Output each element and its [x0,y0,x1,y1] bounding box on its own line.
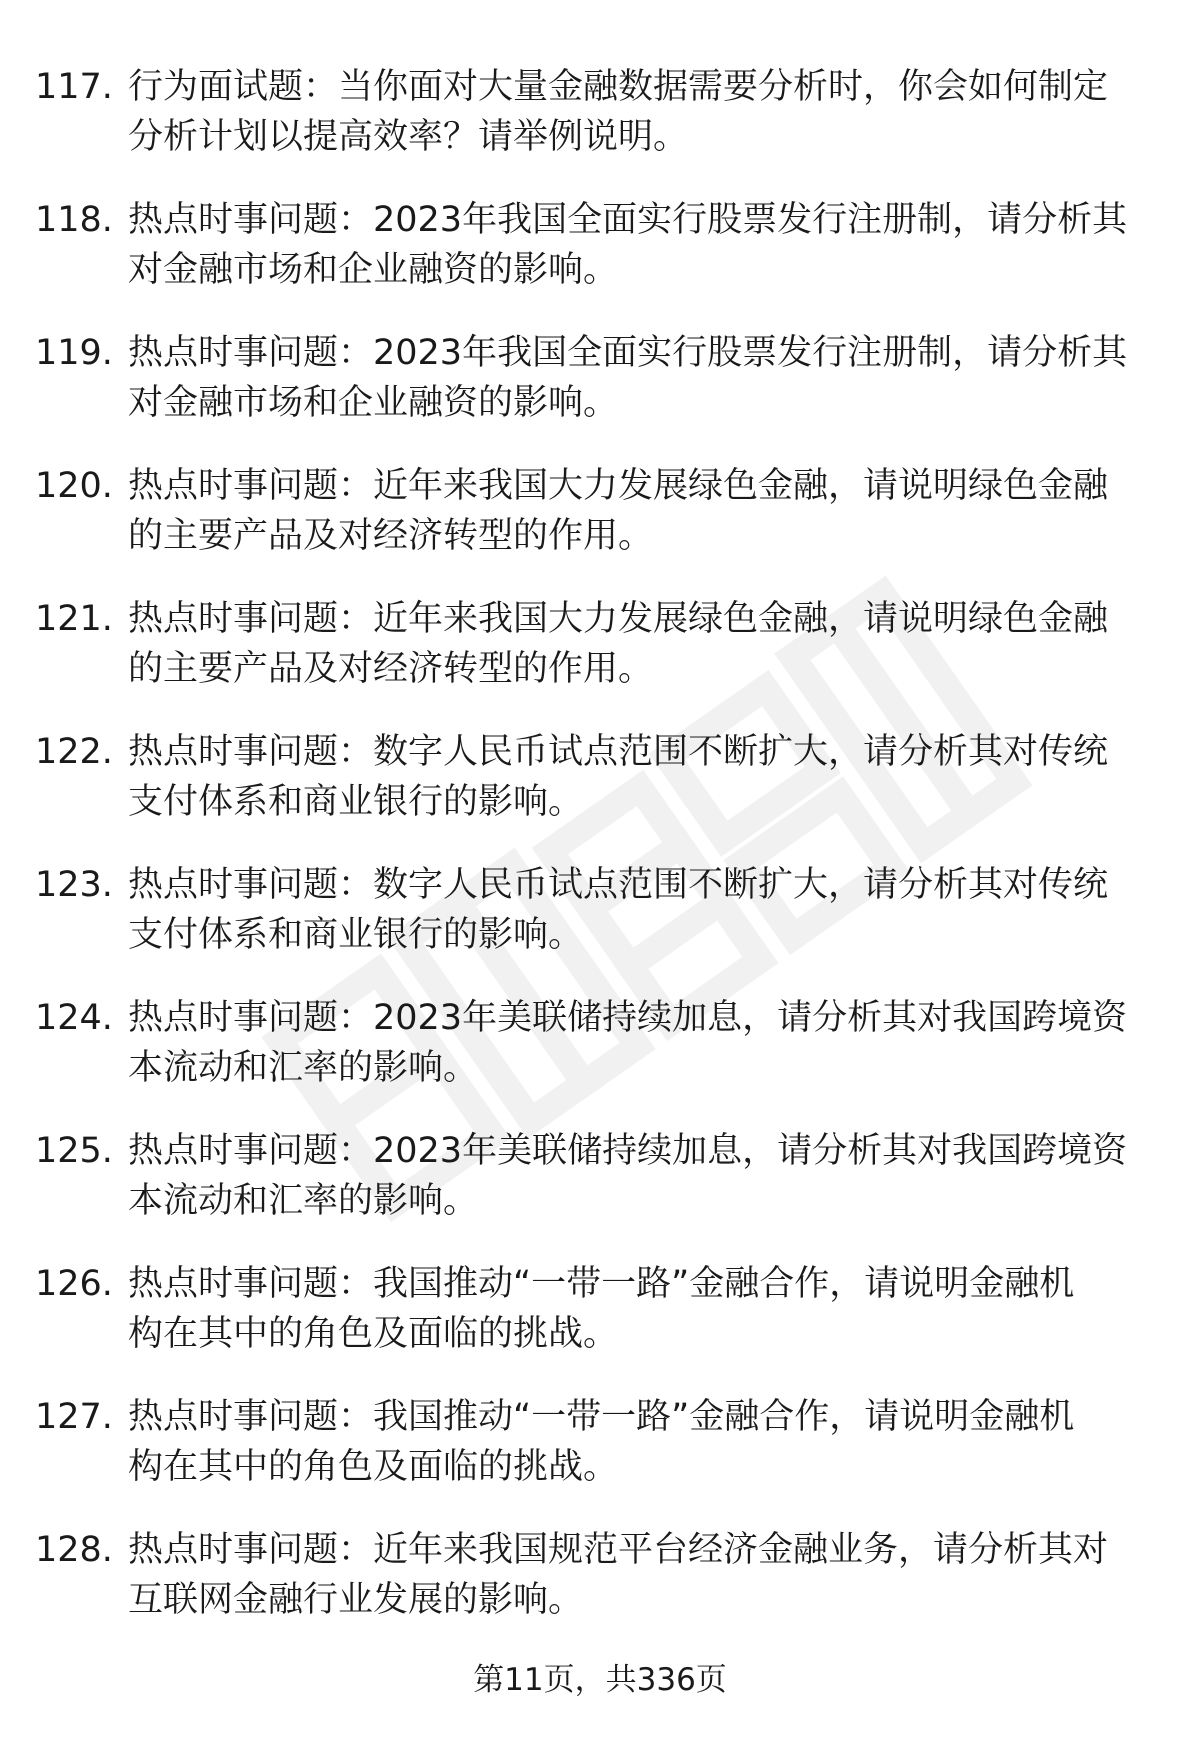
question-text [128,1392,1158,1492]
question-number: 125. [35,1131,113,1171]
question-text-line: 互联网金融行业发展的影响。 [128,1580,584,1620]
question-text [128,594,1158,694]
question-number: 117. [35,67,113,107]
question-text-line: 本流动和汇率的影响。 [128,1181,479,1221]
question-text-line: 构在其中的角色及面临的挑战。 [128,1314,619,1354]
question-item [0,727,1200,860]
question-text [128,993,1158,1093]
question-text-line: 对金融市场和企业融资的影响。 [128,250,619,290]
question-text-line: 热点时事问题：我国推动“一带一路”金融合作，请说明金融机 [128,1397,1075,1437]
question-text-line: 热点时事问题：2023年我国全面实行股票发行注册制，请分析其 [128,333,1128,373]
question-item [0,195,1200,328]
question-text-line: 热点时事问题：2023年美联储持续加息，请分析其对我国跨境资 [128,998,1128,1038]
question-number: 119. [35,333,113,373]
question-text [128,62,1158,162]
question-text [128,461,1158,561]
question-text [128,727,1158,827]
page-number: 第11页，共336页 [473,1662,727,1698]
question-text-line: 构在其中的角色及面临的挑战。 [128,1447,619,1487]
question-text-line: 的主要产品及对经济转型的作用。 [128,516,654,556]
question-item [0,461,1200,594]
question-item [0,1126,1200,1259]
question-text-line: 热点时事问题：2023年美联储持续加息，请分析其对我国跨境资 [128,1131,1128,1171]
question-text-line: 支付体系和商业银行的影响。 [128,782,584,822]
question-item [0,993,1200,1126]
question-text-line: 热点时事问题：近年来我国大力发展绿色金融，请说明绿色金融 [128,599,1109,639]
question-text [128,1525,1158,1625]
question-text-line: 热点时事问题：近年来我国大力发展绿色金融，请说明绿色金融 [128,466,1109,506]
question-number: 121. [35,599,113,639]
question-text-line: 的主要产品及对经济转型的作用。 [128,649,654,689]
question-item [0,1392,1200,1525]
question-item [0,328,1200,461]
question-text [128,1126,1158,1226]
question-text-line: 热点时事问题：数字人民币试点范围不断扩大，请分析其对传统 [128,732,1109,772]
question-number: 124. [35,998,113,1038]
question-list [0,62,1200,1658]
question-number: 127. [35,1397,113,1437]
question-text-line: 热点时事问题：数字人民币试点范围不断扩大，请分析其对传统 [128,865,1109,905]
question-text [128,195,1158,295]
question-number: 126. [35,1264,113,1304]
question-text [128,328,1158,428]
question-text [128,1259,1158,1359]
question-number: 120. [35,466,113,506]
question-item [0,860,1200,993]
question-text-line: 热点时事问题：近年来我国规范平台经济金融业务，请分析其对 [128,1530,1109,1570]
question-item [0,1525,1200,1658]
question-item [0,594,1200,727]
question-number: 123. [35,865,113,905]
question-number: 128. [35,1530,113,1570]
question-number: 122. [35,732,113,772]
question-text-line: 支付体系和商业银行的影响。 [128,915,584,955]
question-text-line: 本流动和汇率的影响。 [128,1048,479,1088]
question-text-line: 对金融市场和企业融资的影响。 [128,383,619,423]
question-item [0,62,1200,195]
question-text-line: 分析计划以提高效率？请举例说明。 [128,117,689,157]
question-text [128,860,1158,960]
question-text-line: 行为面试题：当你面对大量金融数据需要分析时，你会如何制定 [128,67,1109,107]
question-item [0,1259,1200,1392]
question-number: 118. [35,200,113,240]
question-text-line: 热点时事问题：我国推动“一带一路”金融合作，请说明金融机 [128,1264,1075,1304]
question-text-line: 热点时事问题：2023年我国全面实行股票发行注册制，请分析其 [128,200,1128,240]
